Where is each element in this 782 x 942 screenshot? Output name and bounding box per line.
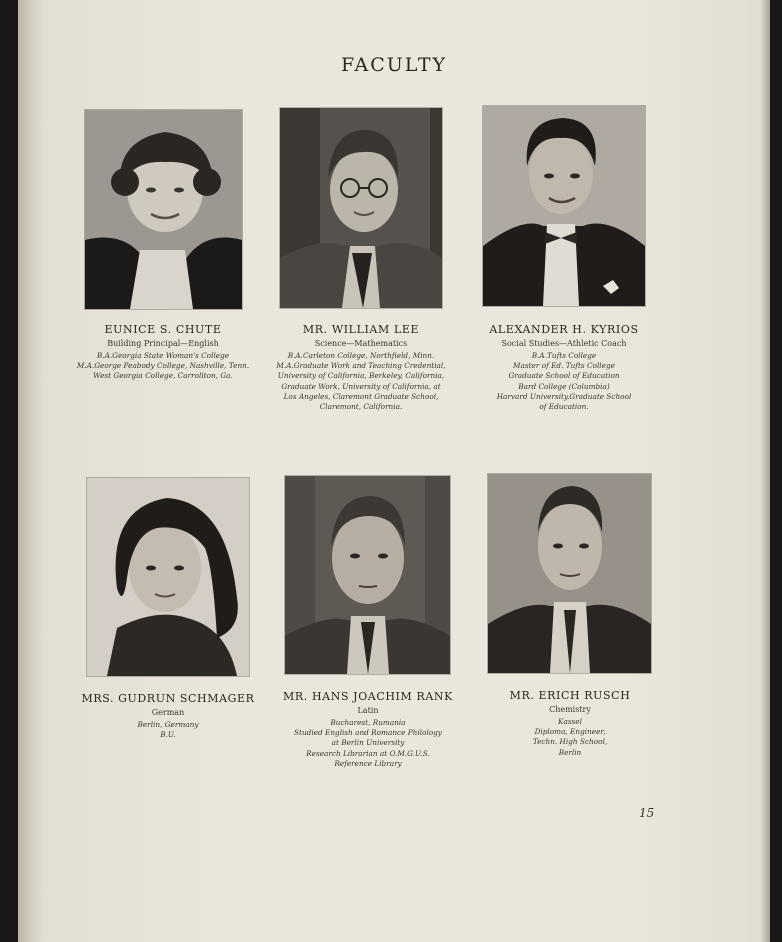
page-title: FACULTY — [340, 54, 448, 76]
faculty-name: EUNICE S. CHUTE — [104, 323, 222, 336]
faculty-detail: Graduate Work, University of California, at — [281, 381, 441, 391]
faculty-name: MRS. GUDRUN SCHMAGER — [81, 692, 255, 705]
faculty-detail: Harvard University.Graduate School — [496, 391, 632, 401]
faculty-detail: Berlin — [558, 747, 582, 757]
faculty-name: MR. WILLIAM LEE — [302, 323, 420, 336]
faculty-entry-2 — [256, 323, 466, 412]
portrait-photo-gudrun-schmager — [87, 478, 249, 676]
yearbook-page — [18, 0, 770, 942]
faculty-detail: Claremont, California. — [319, 402, 403, 412]
page-edge-shadow — [760, 0, 770, 942]
faculty-detail: M.A.George Peabody College, Nashville, Tenn. — [76, 361, 250, 371]
faculty-role: Building Principal—English — [107, 339, 219, 348]
faculty-name: ALEXANDER H. KYRIOS — [489, 323, 639, 336]
faculty-detail: Bucharest, Rumania — [330, 718, 406, 727]
faculty-detail: Bard College (Columbia) — [518, 381, 610, 391]
faculty-detail: B.A.Georgia State Woman's College — [96, 351, 230, 360]
faculty-detail: Studied English and Romance Philology — [294, 728, 442, 738]
faculty-detail: Diploma, Engineer, — [534, 727, 606, 737]
faculty-detail: Techn. High School, — [532, 737, 608, 747]
faculty-detail: of Education. — [539, 402, 589, 412]
faculty-entry-6 — [465, 689, 675, 758]
faculty-detail: Graduate School of Education — [508, 371, 620, 381]
faculty-detail: Reference Library — [334, 758, 402, 768]
faculty-entry-5 — [263, 690, 473, 769]
portrait-photo-hans-joachim-rank — [285, 476, 450, 674]
portrait-photo-erich-rusch — [488, 474, 651, 673]
faculty-detail: at Berlin University — [331, 738, 405, 748]
faculty-entry-4 — [63, 692, 273, 740]
faculty-name: MR. ERICH RUSCH — [509, 689, 631, 702]
portrait-photo-eunice-chute — [85, 110, 242, 309]
faculty-detail: M.A.Graduate Work and Teaching Credential, — [276, 361, 446, 371]
faculty-name: MR. HANS JOACHIM RANK — [283, 690, 453, 703]
page-number: 15 — [639, 806, 655, 820]
page-spine — [18, 0, 42, 942]
faculty-detail: University of California, Berkeley, California, — [277, 371, 445, 381]
faculty-role: Latin — [357, 706, 379, 715]
faculty-role: Social Studies—Athletic Coach — [501, 339, 627, 348]
faculty-detail: B.U. — [160, 730, 176, 740]
faculty-entry-3 — [459, 323, 669, 412]
faculty-role: Science—Mathematics — [314, 339, 408, 348]
faculty-detail: Berlin, Germany — [137, 720, 199, 729]
faculty-entry-1 — [58, 323, 268, 382]
faculty-role: German — [151, 708, 185, 717]
faculty-detail: Master of Ed. Tufts College — [513, 361, 615, 371]
portrait-photo-alexander-kyrios — [483, 106, 645, 306]
faculty-detail: Los Angeles, Claremont Graduate School, — [283, 391, 439, 401]
faculty-detail: Kassel — [558, 717, 582, 726]
faculty-role: Chemistry — [549, 705, 591, 714]
portrait-photo-william-lee — [280, 108, 442, 308]
faculty-detail: B.A.Carleton College, Northfield, Minn. — [287, 351, 435, 360]
faculty-detail: West Georgia College, Carrollton, Ga. — [93, 371, 233, 381]
faculty-detail: B.A.Tufts College — [531, 351, 597, 360]
faculty-detail: Research Librarian at O.M.G.U.S. — [306, 748, 430, 758]
